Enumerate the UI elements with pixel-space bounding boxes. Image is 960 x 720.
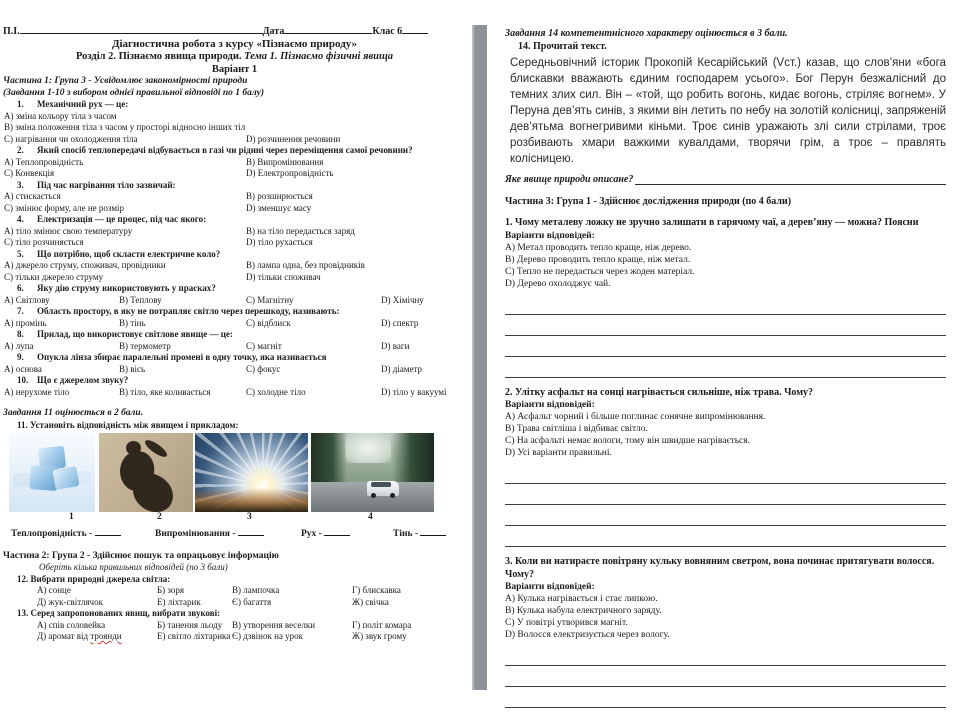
option: C) На асфальті немає вологи, тому він швидше нагрівається. bbox=[505, 436, 751, 446]
part3-heading: Частина 3: Група 1 - Здійснює дослідження природи (по 4 бали) bbox=[505, 196, 792, 207]
option: A) лупа bbox=[4, 340, 34, 351]
answer-line bbox=[505, 708, 946, 720]
options-row bbox=[3, 585, 466, 597]
option: D) тільки споживач bbox=[246, 271, 321, 282]
photo-number: 2 bbox=[157, 512, 162, 522]
left-page bbox=[0, 0, 470, 720]
question-6 bbox=[3, 283, 466, 306]
option: D) Волосся електризується через вологу. bbox=[505, 630, 670, 640]
answer-lines bbox=[505, 294, 946, 378]
option: Є) багаття bbox=[232, 596, 272, 607]
option: В) лампочка bbox=[232, 585, 280, 595]
option: B) на тіло передається заряд bbox=[246, 225, 355, 236]
answer-line bbox=[505, 687, 946, 708]
option: А) сонце bbox=[37, 585, 71, 595]
option: А) спів соловейка bbox=[37, 619, 106, 630]
options-row bbox=[3, 260, 466, 272]
options-row bbox=[3, 168, 466, 180]
match-blank bbox=[324, 526, 350, 536]
option: D) спектр bbox=[381, 317, 419, 328]
option: A) промінь bbox=[4, 317, 47, 328]
options-row bbox=[3, 364, 466, 376]
options-row bbox=[3, 341, 466, 353]
answer-line bbox=[505, 484, 946, 505]
misspelled-word: троянди bbox=[90, 631, 122, 641]
option: A) Кулька нагрівається і стає липкою. bbox=[505, 594, 658, 604]
option: Д) аромат від троянди bbox=[37, 631, 122, 641]
answer-line bbox=[505, 505, 946, 526]
option: Б) танення льоду bbox=[157, 619, 223, 630]
answer-line bbox=[505, 357, 946, 378]
option: C) магніт bbox=[246, 340, 282, 351]
options-row bbox=[3, 620, 466, 632]
option: C) Тепло не передається через жоден матеріал. bbox=[505, 266, 695, 277]
doc-title: Діагностична робота з курсу «Пізнаємо природу» bbox=[111, 38, 358, 50]
options-row bbox=[3, 631, 466, 643]
question-title: 13. Серед запропонованих явищ, вибрати звукові: bbox=[17, 608, 221, 618]
task14-title: 14. Прочитай текст. bbox=[518, 41, 607, 52]
option: B) Трава світліша і відбиває світло. bbox=[505, 424, 648, 434]
photo-number: 1 bbox=[69, 512, 74, 522]
option: D) Електропровідність bbox=[246, 168, 334, 178]
option: A) нерухоме тіло bbox=[4, 386, 70, 397]
ice-cube-shape bbox=[13, 473, 31, 487]
sun-clouds-shape bbox=[195, 488, 308, 512]
task11-intro: Завдання 11 оцінюється в 2 бали. bbox=[3, 408, 144, 418]
photo-number: 4 bbox=[368, 512, 373, 522]
options-row bbox=[3, 226, 466, 238]
question-title: 1. Чому металеву ложку не зручно залишати в гарячому чаї, а дерев’яну — можна? Поясни bbox=[505, 217, 919, 228]
option: A) тіло змінює свою температуру bbox=[4, 225, 133, 236]
option: C) нагрівання чи охолодження тіла bbox=[4, 133, 138, 144]
doc-subtitle bbox=[3, 51, 466, 63]
class-blank bbox=[402, 24, 428, 34]
task11-photo-strip bbox=[9, 433, 466, 512]
options-row bbox=[3, 237, 466, 249]
option: A) зміна кольору тіла з часом bbox=[4, 110, 117, 121]
question-13 bbox=[3, 608, 466, 643]
question-title: 5. Що потрібно, щоб скласти електричне коло? bbox=[17, 248, 221, 259]
ice-cube-shape bbox=[52, 466, 79, 490]
option: C) змінює форму, але не розмір bbox=[4, 202, 125, 213]
doc-subtitle-theme: Тема 1. Пізнаємо фізичні явища bbox=[244, 51, 394, 62]
part1-heading: Частина 1: Група 3 - Усвідомлює закономірності природи bbox=[3, 76, 248, 86]
car-shape bbox=[367, 481, 399, 496]
option: Є) дзвінок на урок bbox=[232, 631, 304, 641]
option: A) стискається bbox=[4, 191, 61, 201]
option: C) відблиск bbox=[246, 317, 291, 328]
option: C) У повітрі утворився магніт. bbox=[505, 618, 628, 628]
option: B) Випромінювання bbox=[246, 156, 324, 167]
page-divider bbox=[472, 25, 487, 690]
option: A) Теплопровідність bbox=[4, 156, 84, 167]
option: D) діаметр bbox=[381, 363, 423, 374]
name-blank bbox=[20, 24, 263, 34]
option: Ж) звук грому bbox=[352, 631, 407, 641]
answer-line bbox=[505, 526, 946, 547]
part2-heading: Частина 2: Група 2 - Здійснює пошук та опрацьовує інформацію bbox=[3, 551, 279, 561]
doc-subtitle-chapter: Розділ 2. Пізнаємо явища природи. bbox=[75, 51, 242, 62]
option: A) основа bbox=[4, 363, 42, 374]
option: C) тіло розчиняється bbox=[4, 237, 84, 247]
answer-line bbox=[505, 294, 946, 315]
question-title: 4. Електризація — це процес, під час якого: bbox=[17, 214, 207, 224]
question-3 bbox=[3, 180, 466, 215]
option: D) тіло у вакуумі bbox=[381, 386, 447, 397]
answer-blank bbox=[635, 174, 946, 185]
options-row bbox=[3, 191, 466, 203]
question-4 bbox=[3, 214, 466, 249]
option: Г) політ комара bbox=[352, 619, 412, 630]
match-label: Рух - bbox=[301, 526, 350, 539]
question-title: 10. Що є джерелом звуку? bbox=[17, 375, 129, 385]
options-row bbox=[3, 295, 466, 307]
options-row bbox=[3, 122, 466, 134]
option: B) вісь bbox=[119, 363, 146, 374]
photo-number-row bbox=[3, 512, 466, 524]
task14-question-line bbox=[505, 174, 946, 185]
question-9 bbox=[3, 352, 466, 375]
research-question-2 bbox=[505, 387, 946, 548]
option: Д) жук-світлячок bbox=[37, 596, 103, 607]
photo-number: 3 bbox=[247, 512, 252, 522]
answer-line bbox=[505, 463, 946, 484]
question-2 bbox=[3, 145, 466, 180]
right-page bbox=[488, 0, 960, 720]
question-5 bbox=[3, 249, 466, 284]
task14-question-label: Яке явище природи описане? bbox=[505, 174, 634, 185]
option: D) Усі варіанти правильні. bbox=[505, 448, 612, 458]
option: B) зміна положення тіла з часом у просторі відносно інших тіл bbox=[4, 122, 246, 132]
person-shadow-photo bbox=[99, 433, 193, 512]
option: Г) блискавка bbox=[352, 585, 401, 595]
option: D) ваги bbox=[381, 340, 410, 351]
option: B) тінь bbox=[119, 317, 146, 328]
option: Ж) свічка bbox=[352, 596, 389, 607]
option: A) Метал проводить тепло краще, ніж дерево. bbox=[505, 242, 692, 253]
variant-title: Варіант 1 bbox=[211, 64, 258, 75]
research-question-1 bbox=[505, 217, 946, 378]
option: B) тіло, яке коливається bbox=[119, 386, 211, 397]
car-wheel-shape bbox=[371, 493, 376, 498]
option: A) Світлову bbox=[4, 294, 50, 305]
class-label: Клас 6 bbox=[372, 26, 403, 37]
answer-line bbox=[505, 315, 946, 336]
option: B) Кулька набула електричного заряду. bbox=[505, 606, 662, 616]
question-title: 12. Вибрати природні джерела світла: bbox=[17, 573, 171, 584]
ice-cubes-photo bbox=[9, 433, 95, 512]
match-label: Випромінювання - bbox=[155, 526, 264, 539]
option: D) тіло рухається bbox=[246, 237, 313, 247]
sky-shape bbox=[345, 433, 391, 463]
option: B) Теплову bbox=[119, 294, 162, 305]
options-row bbox=[3, 203, 466, 215]
options-row bbox=[3, 387, 466, 399]
option: D) Хімічну bbox=[381, 294, 424, 305]
part2-note: Оберіть кілька правильних відповідей (по 3 бали) bbox=[39, 562, 228, 572]
option: B) Дерево проводить тепло краще, ніж метал. bbox=[505, 254, 691, 265]
car-on-road-photo bbox=[311, 433, 434, 512]
option: B) термометр bbox=[119, 340, 171, 351]
option: В) утворення веселки bbox=[232, 619, 316, 630]
question-1 bbox=[3, 99, 466, 145]
option: C) тільки джерело струму bbox=[4, 271, 104, 282]
question-title: 1. Механічний рух — це: bbox=[17, 99, 129, 109]
question-title: 3. Під час нагрівання тіло зазвичай: bbox=[17, 179, 176, 190]
car-window-shape bbox=[371, 482, 391, 487]
car-wheel-shape bbox=[390, 493, 395, 498]
answers-label: Варіанти відповідей: bbox=[505, 400, 595, 410]
question-title: 2. Який спосіб теплопередачі відбувається в газі чи рідині через переміщення самої речовини? bbox=[17, 145, 413, 155]
answer-lines bbox=[505, 463, 946, 547]
options-row bbox=[3, 157, 466, 169]
match-blank bbox=[238, 526, 264, 536]
option: B) розширюється bbox=[246, 191, 313, 201]
options-row bbox=[3, 597, 466, 609]
answer-line bbox=[505, 666, 946, 687]
option: D) Дерево охолоджує чай. bbox=[505, 278, 611, 289]
option: B) лампа одна, без провідників bbox=[246, 260, 365, 270]
option: A) джерело струму, споживач, провідники bbox=[4, 260, 166, 270]
research-question-3 bbox=[505, 556, 946, 720]
date-label: Дата bbox=[262, 26, 285, 37]
option: Е) світло ліхтарика bbox=[157, 631, 231, 641]
match-label: Теплопровідність - bbox=[11, 526, 121, 539]
question-12 bbox=[3, 574, 466, 609]
question-7 bbox=[3, 306, 466, 329]
options-row bbox=[3, 111, 466, 123]
answer-line bbox=[505, 336, 946, 357]
question-title: 9. Опукла лінза збирає паралельні промені в одну точку, яка називається bbox=[17, 352, 327, 362]
task11-title: 11. Установіть відповідність між явищем і прикладом: bbox=[17, 420, 239, 430]
sun-rays-photo bbox=[195, 433, 308, 512]
option: D) зменшує масу bbox=[246, 202, 312, 213]
name-label: П.І. bbox=[3, 26, 20, 37]
answer-lines bbox=[505, 645, 946, 720]
answer-line bbox=[505, 645, 946, 666]
question-title: 7. Область простору, в яку не потрапляє світло через перешкоду, називають: bbox=[17, 306, 340, 316]
part1-note: (Завдання 1-10 з вибором однієї правильної відповіді по 1 балу) bbox=[3, 87, 265, 98]
option: A) Асфальт чорний і більше поглинає сонячне випромінювання. bbox=[505, 412, 766, 422]
options-row bbox=[3, 318, 466, 330]
option: Б) зоря bbox=[157, 585, 185, 595]
options-row bbox=[3, 272, 466, 284]
question-title: 2. Улітку асфальт на сонці нагрівається сильніше, ніж трава. Чому? bbox=[505, 386, 814, 398]
answers-label: Варіанти відповідей: bbox=[505, 582, 595, 592]
match-blank bbox=[95, 526, 121, 536]
match-blank bbox=[420, 526, 446, 536]
match-answer-row bbox=[3, 526, 466, 540]
option: C) Конвекція bbox=[4, 168, 55, 178]
question-8 bbox=[3, 329, 466, 352]
date-blank bbox=[284, 24, 372, 34]
question-title: 6. Яку дію струму використовують у прасках? bbox=[17, 283, 216, 293]
option: Е) ліхтарик bbox=[157, 596, 201, 607]
option: C) холодне тіло bbox=[246, 386, 306, 397]
question-title: 8. Прилад, що використовує світлове явище — це: bbox=[17, 329, 233, 339]
match-label: Тінь - bbox=[393, 526, 446, 539]
question-10 bbox=[3, 375, 466, 398]
options-row bbox=[3, 134, 466, 146]
option: C) фокус bbox=[246, 363, 281, 374]
answers-label: Варіанти відповідей: bbox=[505, 230, 595, 241]
option: D) розчинення речовини bbox=[246, 133, 341, 144]
task14-text: Середньовічний історик Прокопій Кесарійський (Vст.) казав, що слов’яни «бога блискавки вважають єдиним господарем усього». Бог Перун безжалісний до темних злих сил. Він – «той, що робить вогонь, кидає вогонь, стріляє вогнем». У Перуна дев’ять синів, з якими він летить по небу на золотій колісниці, запряженій дев’ятьма вогнегривими кіньми. Троє синів уражають злі сили стрілами, троє розбивають хмари важкими кувалдами, творячи грім, а троє – правлять колісницею. bbox=[510, 57, 946, 165]
question-title: 3. Коли ви натираєте повітряну кульку вовняним светром, вона починає притягувати волосся. Чому? bbox=[505, 556, 935, 580]
option: C) Магнітну bbox=[246, 294, 294, 305]
student-info-line bbox=[3, 24, 466, 38]
task14-intro: Завдання 14 компетентнісного характеру оцінюється в 3 бали. bbox=[505, 28, 788, 39]
